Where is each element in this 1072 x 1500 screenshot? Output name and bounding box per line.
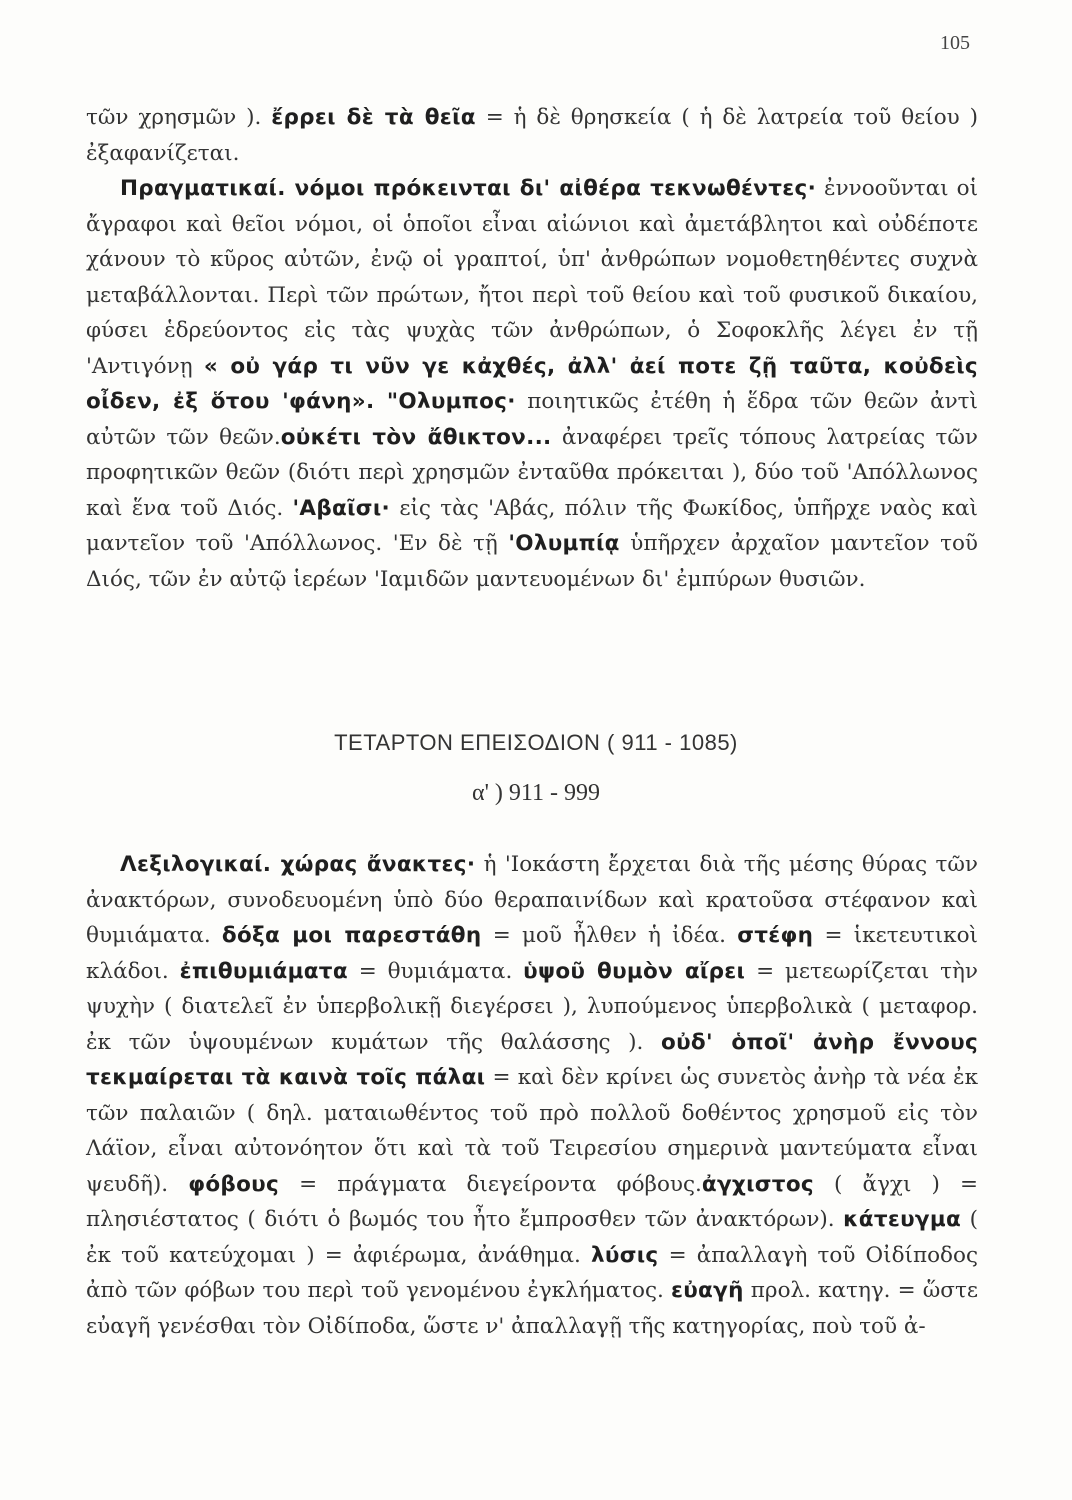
text-run: = ἀπαλλαγὴ τοῦ Οἰδίποδος ἀπὸ τῶν φόβων του περὶ τοῦ γενομένου ἐγκλήματος.	[86, 1242, 978, 1303]
lemma: δόξα μοι παρεστάθη	[221, 923, 482, 948]
text-run: εἰς τὰς 'Αβάς, πόλιν τῆς Φωκίδος, ὑπῆρχε ναὸς καὶ μαντεῖον τοῦ 'Απόλλωνος. 'Εν δὲ τῇ	[86, 495, 978, 556]
text-run: = πράγματα διεγείροντα φόβους.	[279, 1171, 702, 1197]
paragraph-2	[86, 171, 978, 597]
text-run: = μετεωρίζεται τὴν ψυχὴν ( διατελεῖ ἐν ὑπερβολικῇ διεγέρσει ), λυπούμενος ὑπερβολικὰ ( μεταφορ. ἐκ τῶν ὑψουμένων κυμάτων τῆς θαλάσσης ).	[86, 958, 978, 1055]
body-text-bottom	[86, 847, 978, 1344]
lemma: « οὐ γάρ τι νῦν γε κἀχθές, ἀλλ' ἀεί ποτε ζῇ ταῦτα, κοὐδεὶς οἶδεν, ἐξ ὅτου 'φάνη». "Ολυμπος·	[86, 353, 978, 414]
section-heading: ΤΕΤΑΡΤΟΝ ΕΠΕΙΣΟΔΙΟΝ ( 911 - 1085)	[334, 730, 738, 755]
text-run: ἐννοοῦνται οἱ ἄγραφοι καὶ θεῖοι νόμοι, οἱ ὁποῖοι εἶναι αἰώνιοι καὶ ἀμετάβλητοι καὶ οὐδέποτε χάνουν τὸ κῦρος αὐτῶν, ἐνῷ οἱ γραπτοί, ὑπ' ἀνθρώπων νομοθετηθέντες συχνὰ μεταβάλλονται. Περὶ τῶν πρώτων, ἤτοι περὶ τοῦ θείου καὶ τοῦ φυσικοῦ δικαίου, φύσει ἑδρεύοντος εἰς τὰς ψυχὰς τῶν ἀνθρώπων, ὁ Σοφοκλῆς λέγει ἐν τῇ 'Αντιγόνῃ	[86, 176, 978, 379]
lemma: οὐδ' ὁποῖ' ἀνὴρ ἔννους τεκμαίρεται τὰ καινὰ τοῖς πάλαι	[86, 1029, 979, 1090]
body-text-top	[86, 100, 978, 597]
text-run: ὑπῆρχεν ἀρχαῖον μαντεῖον τοῦ Διός, τῶν ἐν αὐτῷ ἱερέων 'Ιαμιδῶν μαντευομένων δι' ἐμπύρων θυσιῶν.	[86, 531, 978, 592]
paragraph-1	[86, 100, 978, 171]
lemma: κάτευγμα	[843, 1207, 962, 1232]
paragraph-3	[86, 847, 978, 1344]
page-number: 105	[940, 32, 970, 54]
text-run: τῶν χρησμῶν ).	[86, 105, 272, 130]
text-run: = μοῦ ἦλθεν ἡ ἰδέα.	[481, 923, 738, 948]
text-run: ( ἄγχι ) = πλησιέστατος ( διότι ὁ βωμός του ἦτο ἔμπροσθεν τῶν ἀνακτόρων).	[86, 1171, 978, 1232]
lemma: Πραγματικαί. νόμοι πρόκεινται δι' αἰθέρα τεκνωθέντες·	[120, 176, 817, 201]
lemma: ἔρρει δὲ τὰ θεῖα	[271, 105, 476, 130]
text-run: = ἱκετευτικοὶ κλάδοι.	[86, 923, 978, 984]
text-run: ἀναφέρει τρεῖς τόπους λατρείας τῶν προφητικῶν θεῶν (διότι περὶ χρησμῶν ἐνταῦθα πρόκειται ), δύο τοῦ 'Απόλλωνος καὶ ἕνα τοῦ Διός.	[86, 424, 978, 521]
text-run: ( ἐκ τοῦ κατεύχομαι ) = ἀφιέρωμα, ἀνάθημα.	[86, 1207, 978, 1268]
lemma: λύσις	[590, 1242, 659, 1268]
lemma: στέφη	[737, 923, 814, 948]
text-run: = ἡ δὲ θρησκεία ( ἡ δὲ λατρεία τοῦ θείου ) ἐξαφανίζεται.	[86, 105, 978, 166]
lemma: φόβους	[188, 1171, 280, 1197]
lemma: ἐπιθυμιάματα	[179, 958, 348, 984]
lemma: εὐαγῆ	[670, 1278, 744, 1303]
text-run: = καὶ δὲν κρίνει ὡς συνετὸς ἀνὴρ τὰ νέα ἐκ τῶν παλαιῶν ( δηλ. ματαιωθέντος τοῦ πρὸ πολλοῦ δοθέντος χρησμοῦ εἰς τὸν Λάϊον, εἶναι αὐτονόητον ὅτι καὶ τὰ τοῦ Τειρεσίου σημερινὰ μαντεύματα εἶναι ψευδῆ).	[86, 1065, 979, 1197]
text-run: ἡ 'Ιοκάστη ἔρχεται διὰ τῆς μέσης θύρας τῶν ἀνακτόρων, συνοδευομένη ὑπὸ δύο θεραπαινίδων καὶ κρατοῦσα στέφανον καὶ θυμιάματα.	[86, 852, 978, 948]
text-run: προλ. κατηγ. = ὥστε εὐαγῆ γενέσθαι τὸν Οἰδίποδα, ὥστε ν' ἀπαλλαγῇ τῆς κατηγορίας, ποὺ τοῦ ἀ-	[86, 1278, 979, 1339]
text-run: = θυμιάματα.	[347, 958, 524, 984]
lemma: ἀγχιστος	[701, 1171, 814, 1197]
text-run: ποιητικῶς ἐτέθη ἡ ἕδρα τῶν θεῶν ἀντὶ αὐτῶν τῶν θεῶν.	[86, 389, 978, 450]
lemma: 'Αβαῖσι·	[292, 495, 390, 521]
lemma: ὑψοῦ θυμὸν αἴρει	[523, 958, 746, 984]
lemma: Λεξιλογικαί. χώρας ἄνακτες·	[120, 852, 476, 877]
lemma: 'Ολυμπίᾳ	[508, 531, 620, 556]
section-subheading: α' ) 911 - 999	[472, 780, 600, 806]
lemma: οὐκέτι τὸν ἄθικτον...	[280, 424, 552, 450]
